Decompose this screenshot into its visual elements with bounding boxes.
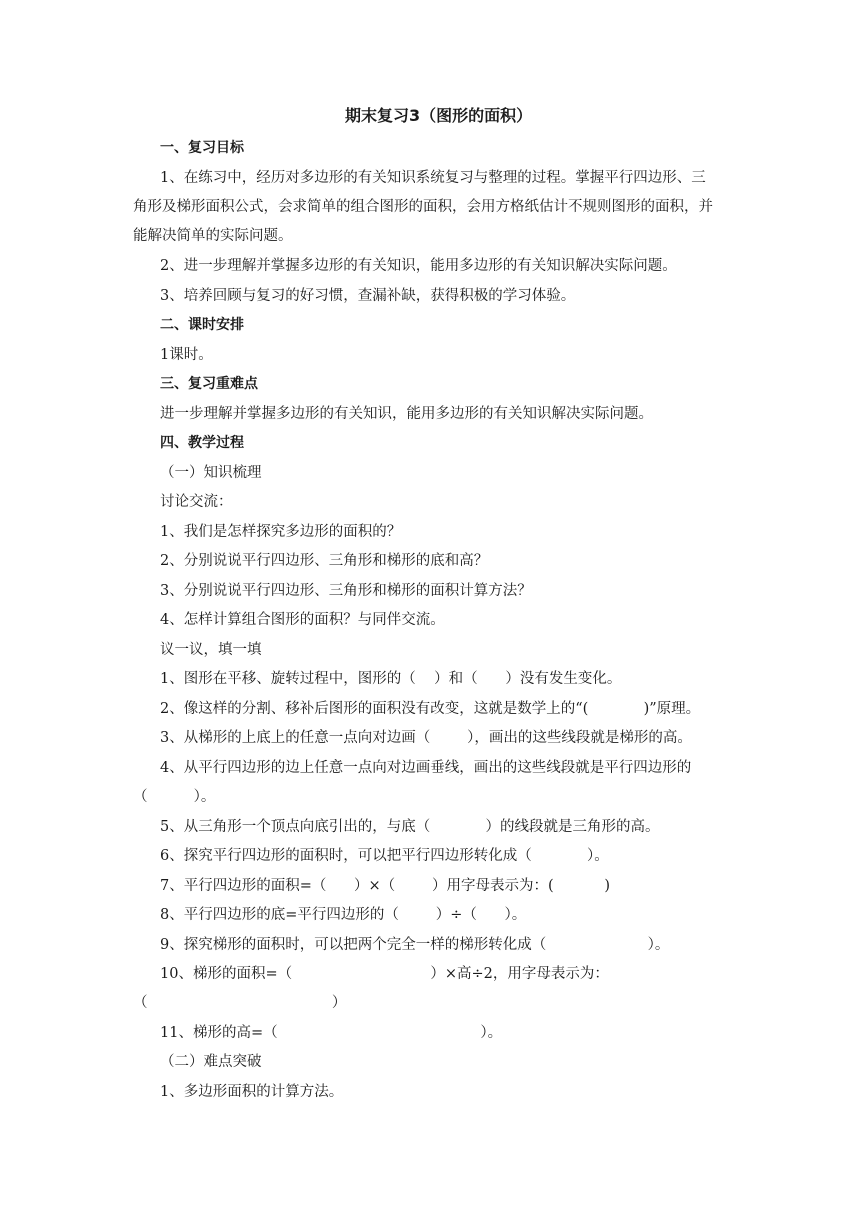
fill-item: 1、图形在平移、旋转过程中，图形的（ ）和（ ）没有发生变化。: [160, 671, 622, 687]
page-title: 期末复习3（图形的面积）: [345, 106, 533, 125]
fill-item: 10、梯形的面积=（ ）×高÷2，用字母表示为：: [160, 966, 609, 982]
section-heading-3: 三、复习重难点: [160, 376, 258, 392]
list-item: 4、怎样计算组合图形的面积？与同伴交流。: [160, 612, 445, 628]
fill-item: 2、像这样的分割、移补后图形的面积没有改变，这就是数学上的“( )”原理。: [160, 701, 701, 717]
fill-item: 11、梯形的高=（ ）。: [160, 1025, 503, 1041]
fill-item: 8、平行四边形的底=平行四边形的（ ）÷（ ）。: [160, 907, 527, 923]
fill-item: 4、从平行四边形的边上任意一点向对边画垂线，画出的这些线段就是平行四边形的: [160, 760, 692, 776]
fill-item: （ ）。: [133, 789, 216, 805]
paragraph-line: 1课时。: [160, 347, 213, 363]
fill-item: 7、平行四边形的面积=（ ）×（ ）用字母表示为：( ): [160, 878, 611, 894]
fill-item: 3、从梯形的上底上的任意一点向对边画（ ），画出的这些线段就是梯形的高。: [160, 730, 692, 746]
list-item: 3、分别说说平行四边形、三角形和梯形的面积计算方法？: [160, 583, 532, 599]
list-item: 1、多边形面积的计算方法。: [160, 1084, 344, 1100]
paragraph-line: 角形及梯形面积公式，会求简单的组合图形的面积，会用方格纸估计不规则图形的面积，并: [133, 199, 713, 215]
fill-item: 6、探究平行四边形的面积时，可以把平行四边形转化成（ ）。: [160, 848, 609, 864]
fill-item: 9、探究梯形的面积时，可以把两个完全一样的梯形转化成（ ）。: [160, 937, 670, 953]
paragraph-line: 议一议，填一填: [160, 642, 262, 658]
list-item: 1、我们是怎样探究多边形的面积的？: [160, 524, 402, 540]
subsection-heading: （一）知识梳理: [160, 465, 262, 481]
paragraph-line: 进一步理解并掌握多边形的有关知识，能用多边形的有关知识解决实际问题。: [160, 406, 653, 422]
paragraph-line: 3、培养回顾与复习的好习惯，查漏补缺，获得积极的学习体验。: [160, 288, 576, 304]
fill-item: （ ）: [133, 995, 347, 1011]
section-heading-4: 四、教学过程: [160, 435, 244, 451]
paragraph-line: 讨论交流：: [160, 494, 233, 510]
section-heading-1: 一、复习目标: [160, 140, 244, 156]
section-heading-2: 二、课时安排: [160, 317, 244, 333]
fill-item: 5、从三角形一个顶点向底引出的，与底（ ）的线段就是三角形的高。: [160, 819, 660, 835]
list-item: 2、分别说说平行四边形、三角形和梯形的底和高？: [160, 553, 489, 569]
paragraph-line: 2、进一步理解并掌握多边形的有关知识，能用多边形的有关知识解决实际问题。: [160, 258, 677, 274]
subsection-heading: （二）难点突破: [160, 1054, 262, 1070]
paragraph-line: 能解决简单的实际问题。: [133, 228, 293, 244]
paragraph-line: 1、在练习中，经历对多边形的有关知识系统复习与整理的过程。掌握平行四边形、三: [160, 170, 706, 186]
